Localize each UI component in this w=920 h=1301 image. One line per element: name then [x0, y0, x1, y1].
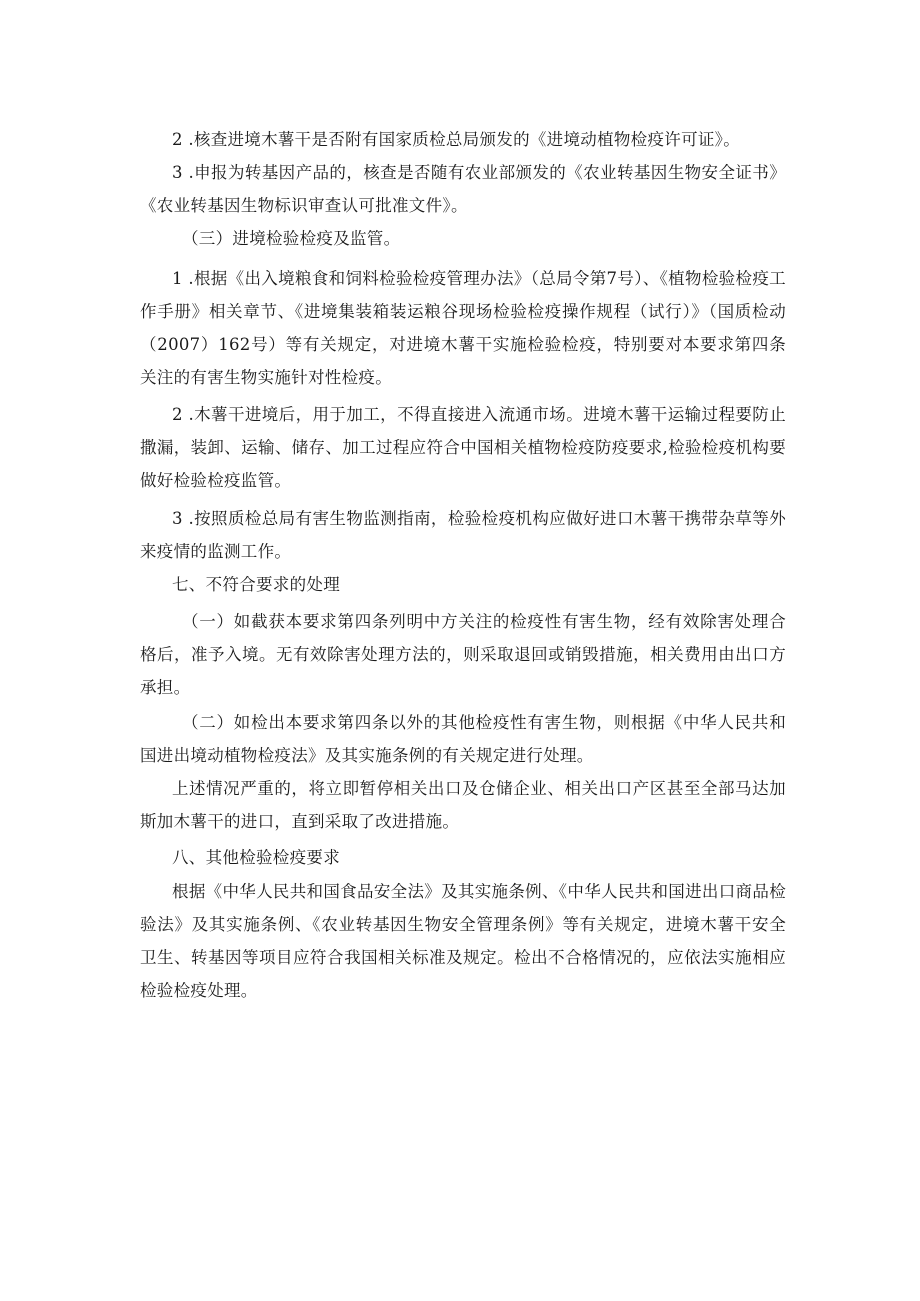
paragraph-item-2-permit: 2 .核查进境木薯干是否附有国家质检总局颁发的《进境动植物检疫许可证》。 — [172, 130, 741, 149]
section-heading-inspection: （三）进境检验检疫及监管。 — [182, 229, 401, 248]
paragraph-item-2-processing: 2 .木薯干进境后，用于加工，不得直接进入流通市场。进境木薯干运输过程要防止撒漏，装卸、运输、储存、加工过程应符合中国相关植物检疫防疫要求,检验检疫机构要做好检验检疫监管。 — [140, 405, 786, 490]
section-heading-other-requirements: 八、其他检验检疫要求 — [172, 848, 340, 867]
paragraph-item-3-monitoring: 3 .按照质检总局有害生物监测指南，检验检疫机构应做好进口木薯干携带杂草等外来疫情的监测工作。 — [140, 509, 786, 561]
paragraph-noncompliance-1: （一）如截获本要求第四条列明中方关注的检疫性有害生物，经有效除害处理合格后，准予入境。无有效除害处理方法的，则采取退回或销毁措施，相关费用由出口方承担。 — [140, 612, 786, 697]
paragraph-item-3-gmo: 3 .申报为转基因产品的，核查是否随有农业部颁发的《农业转基因生物安全证书》《农业转基因生物标识审查认可批准文件》。 — [140, 163, 786, 215]
paragraph-suspension: 上述情况严重的，将立即暂停相关出口及仓储企业、相关出口产区甚至全部马达加斯加木薯干的进口，直到采取了改进措施。 — [140, 779, 786, 831]
paragraph-noncompliance-2: （二）如检出本要求第四条以外的其他检疫性有害生物，则根据《中华人民共和国进出境动植物检疫法》及其实施条例的有关规定进行处理。 — [140, 713, 786, 765]
paragraph-other-requirements: 根据《中华人民共和国食品安全法》及其实施条例、《中华人民共和国进出口商品检验法》及其实施条例、《农业转基因生物安全管理条例》等有关规定，进境木薯干安全卫生、转基因等项目应符合我国相关标准及规定。检出不合格情况的，应依法实施相应检验检疫处理。 — [140, 882, 786, 1000]
paragraph-item-1-regulations: 1 .根据《出入境粮食和饲料检验检疫管理办法》（总局令第7号）、《植物检验检疫工作手册》相关章节、《进境集装箱装运粮谷现场检验检疫操作规程（试行）》（国质检动（2007）162号）等有关规定，对进境木薯干实施检验检疫，特别要对本要求第四条关注的有害生物实施针对性检疫。 — [140, 269, 786, 387]
section-heading-noncompliance: 七、不符合要求的处理 — [172, 575, 340, 594]
